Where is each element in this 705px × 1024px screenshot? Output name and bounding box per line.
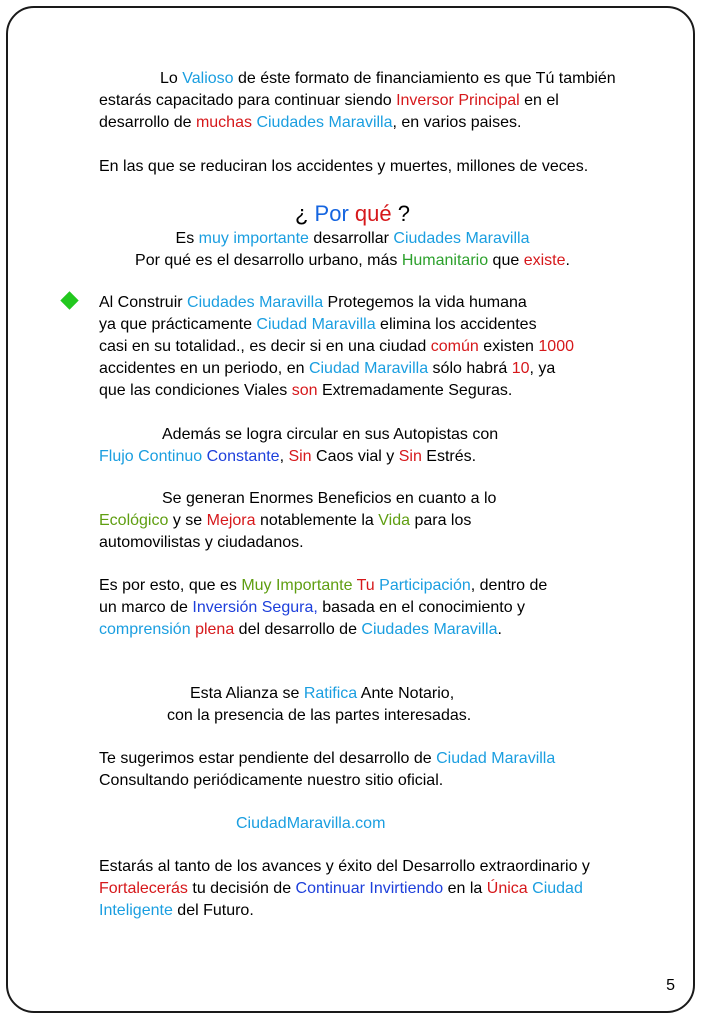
- p7-line-1: Es por esto, que es Muy Importante Tu Participación, dentro de: [99, 577, 548, 594]
- p6-line-2: Ecológico y se Mejora notablemente la Vida para los: [99, 512, 472, 529]
- p1-line-3: desarrollo de muchas Ciudades Maravilla, en varios paises.: [99, 114, 522, 131]
- p10-line-3: Inteligente del Futuro.: [99, 902, 254, 919]
- p10-line-1: Estarás al tanto de los avances y éxito del Desarrollo extraordinario y: [99, 858, 590, 875]
- p9-line-2: Consultando periódicamente nuestro sitio oficial.: [99, 772, 444, 789]
- p10-line-2: Fortalecerás tu decisión de Continuar Invirtiendo en la Única Ciudad: [99, 880, 583, 897]
- p5-line-2: Flujo Continuo Constante, Sin Caos vial y Sin Estrés.: [99, 448, 477, 465]
- p8-line-2: con la presencia de las partes interesadas.: [167, 707, 472, 724]
- website-link[interactable]: CiudadMaravilla.com: [236, 815, 386, 832]
- p1-line-1: Lo Valioso de éste formato de financiamiento es que Tú también: [160, 70, 616, 87]
- p6-line-1: Se generan Enormes Beneficios en cuanto a lo: [162, 490, 497, 507]
- p5-line-1: Además se logra circular en sus Autopistas con: [162, 426, 499, 443]
- p4-line-4: accidentes en un periodo, en Ciudad Maravilla sólo habrá 10, ya: [99, 360, 556, 377]
- p4-line-2: ya que prácticamente Ciudad Maravilla elimina los accidentes: [99, 316, 537, 333]
- p3-line-1: Es muy importante desarrollar Ciudades Maravilla: [175, 230, 530, 247]
- p7-line-2: un marco de Inversión Segura, basada en el conocimiento y: [99, 599, 526, 616]
- p3-line-2: Por qué es el desarrollo urbano, más Humanitario que existe.: [135, 252, 570, 269]
- p6-line-3: automovilistas y ciudadanos.: [99, 534, 304, 551]
- p4-line-3: casi en su totalidad., es decir si en una ciudad común existen 1000: [99, 338, 574, 355]
- p1-line-2: estarás capacitado para continuar siendo Inversor Principal en el: [99, 92, 559, 109]
- p8-line-1: Esta Alianza se Ratifica Ante Notario,: [190, 685, 455, 702]
- p4-line-1: Al Construir Ciudades Maravilla Protegemos la vida humana: [99, 294, 527, 311]
- page-number: 5: [666, 977, 675, 994]
- question-heading: ¿ Por qué ?: [294, 201, 410, 226]
- p2-line: En las que se reduciran los accidentes y muertes, millones de veces.: [99, 158, 589, 175]
- p4-line-5: que las condiciones Viales son Extremadamente Seguras.: [99, 382, 513, 399]
- p9-line-1: Te sugerimos estar pendiente del desarrollo de Ciudad Maravilla: [99, 750, 556, 767]
- p7-line-3: comprensión plena del desarrollo de Ciudades Maravilla.: [99, 621, 502, 638]
